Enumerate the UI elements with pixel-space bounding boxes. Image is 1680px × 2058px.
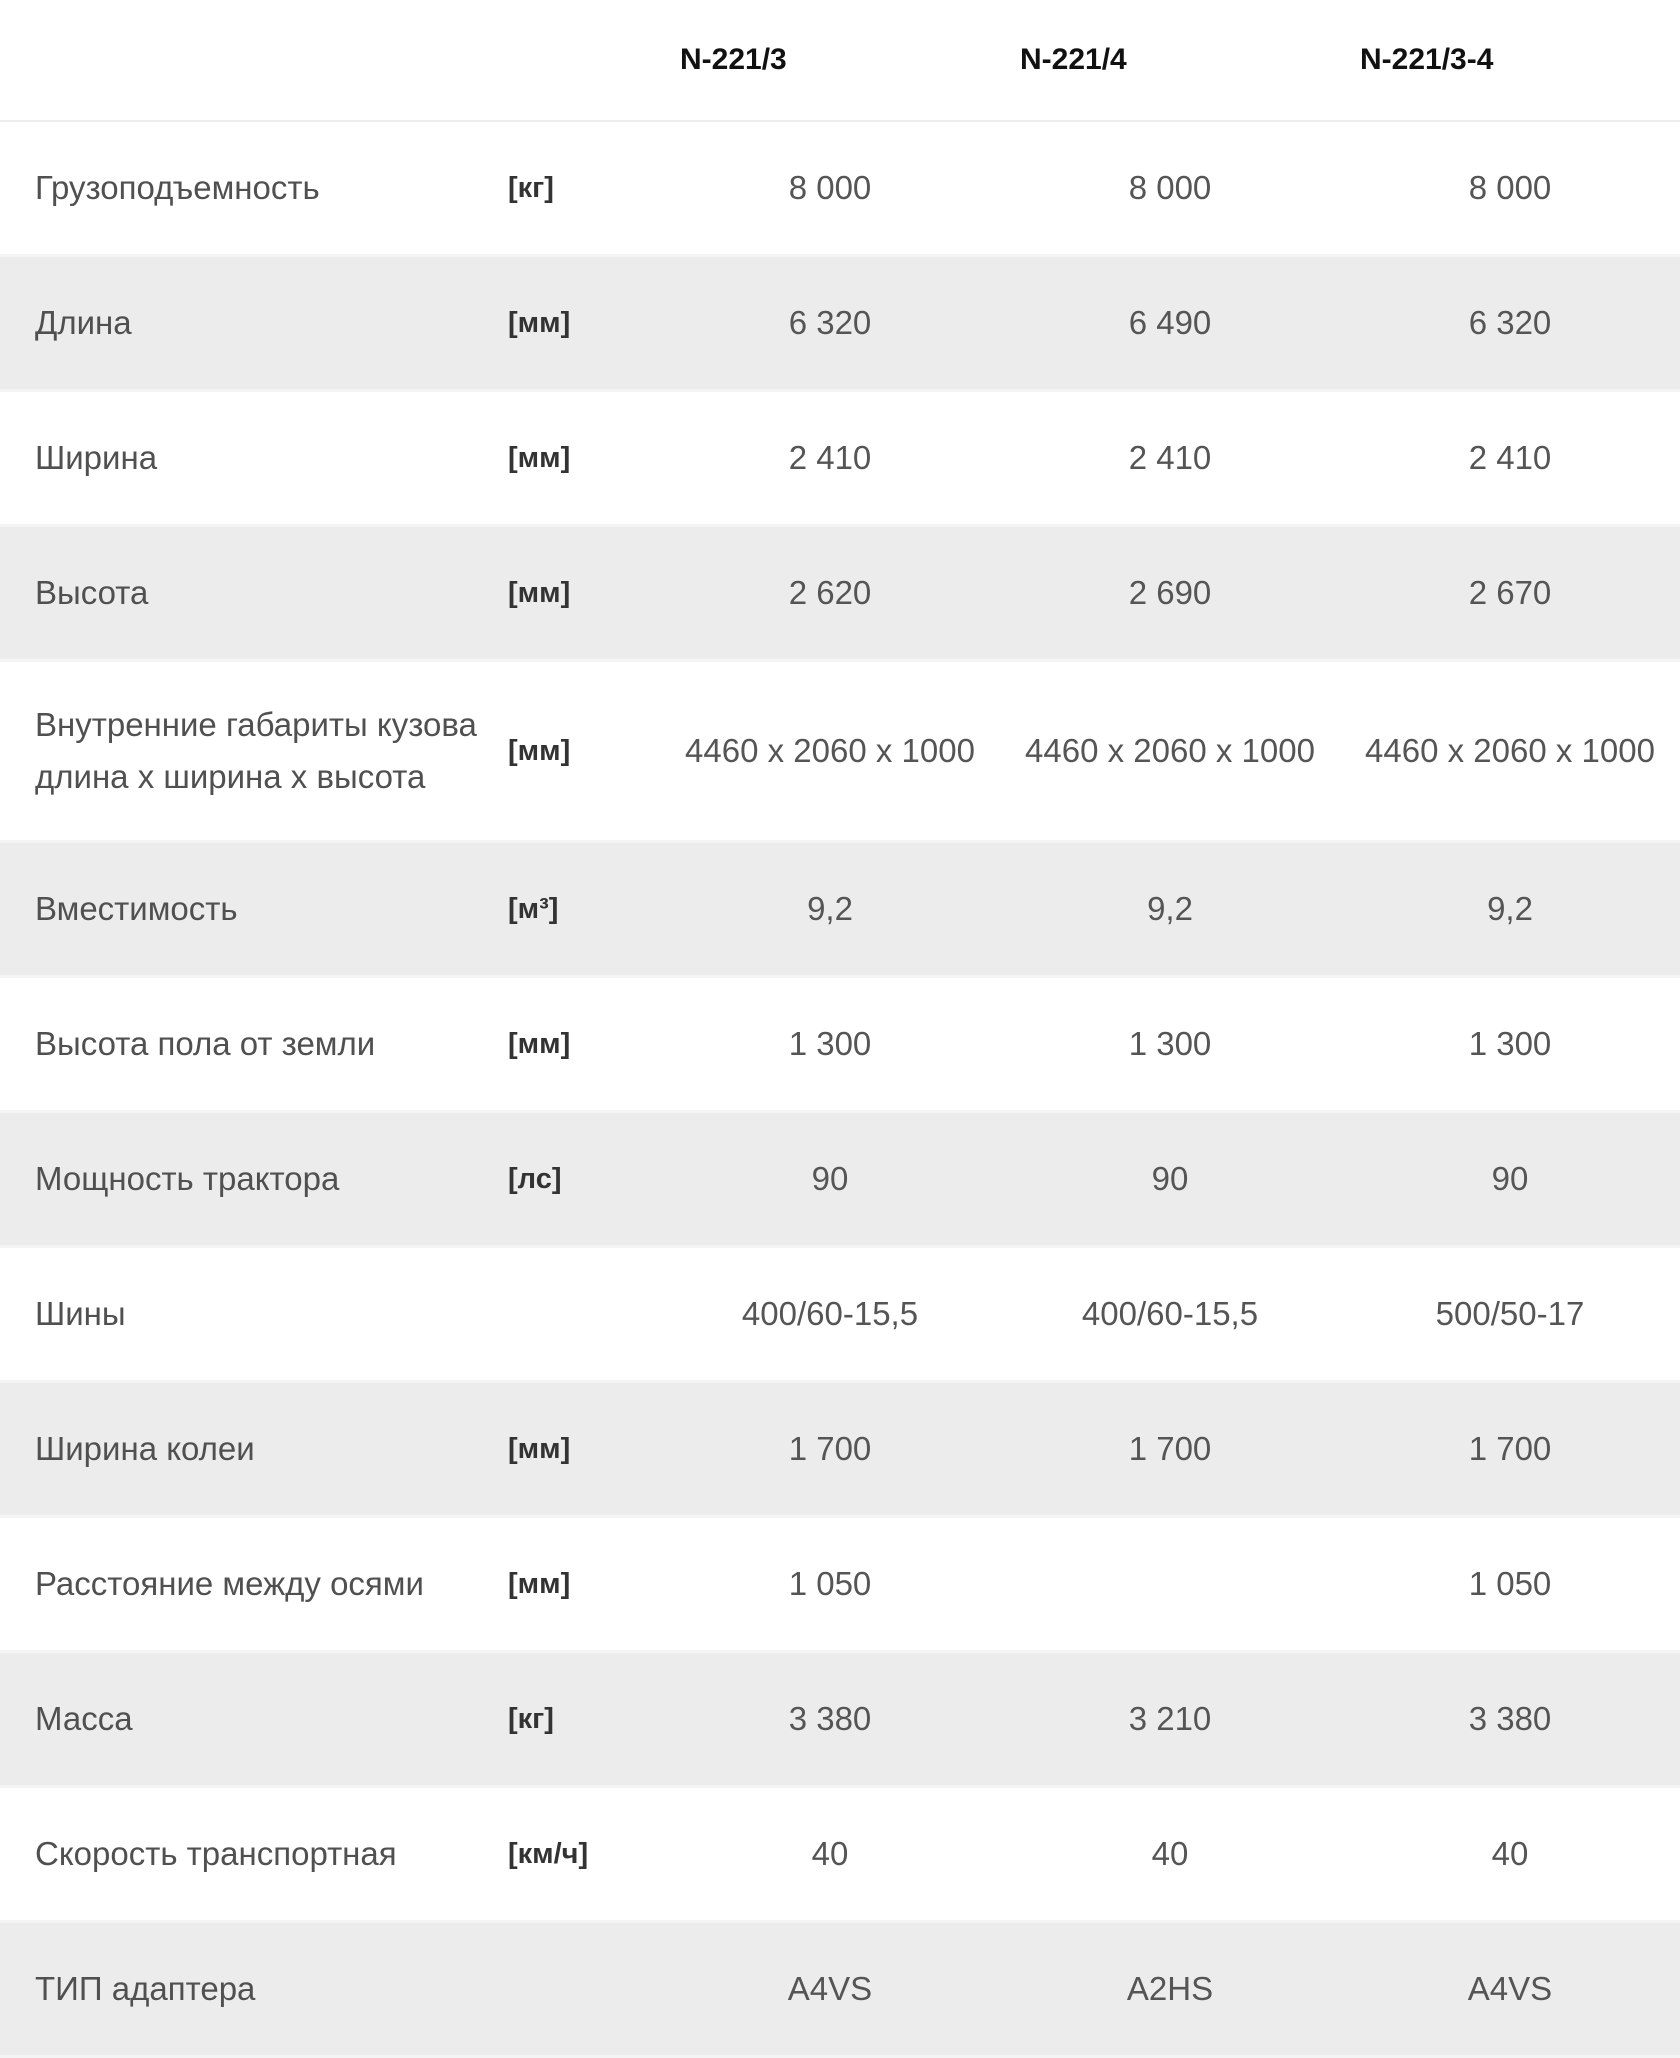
spec-value: 4460 x 2060 x 1000 xyxy=(1340,661,1680,842)
table-row xyxy=(0,121,1680,256)
spec-unit: [мм] xyxy=(508,256,660,391)
spec-value: 400/60-15,5 xyxy=(1000,1247,1340,1382)
spec-value: A2HS xyxy=(1000,1922,1340,2057)
table-row xyxy=(0,1517,1680,1652)
spec-value: 2 410 xyxy=(660,391,1000,526)
spec-value: 400/60-15,5 xyxy=(660,1247,1000,1382)
spec-value: 4460 x 2060 x 1000 xyxy=(1000,661,1340,842)
spec-value: 40 xyxy=(1340,1787,1680,1922)
spec-value: 9,2 xyxy=(660,842,1000,977)
spec-name: Скорость транспортная xyxy=(0,1787,508,1922)
spec-value: 6 490 xyxy=(1000,256,1340,391)
spec-value: 1 700 xyxy=(1340,1382,1680,1517)
spec-name: Расстояние между осями xyxy=(0,1517,508,1652)
spec-unit: [мм] xyxy=(508,661,660,842)
spec-value: A4VS xyxy=(1340,1922,1680,2057)
spec-value: 3 380 xyxy=(660,1652,1000,1787)
spec-name: Высота xyxy=(0,526,508,661)
spec-name-line1: Внутренние габариты кузова xyxy=(35,706,477,743)
spec-value: 1 700 xyxy=(1000,1382,1340,1517)
spec-value xyxy=(1000,1517,1340,1652)
spec-name: Масса xyxy=(0,1652,508,1787)
header-blank-unit xyxy=(508,0,660,121)
spec-unit xyxy=(508,1922,660,2057)
spec-name: Мощность трактора xyxy=(0,1112,508,1247)
spec-value: 1 300 xyxy=(660,977,1000,1112)
spec-value: 90 xyxy=(660,1112,1000,1247)
spec-value: 8 000 xyxy=(1000,121,1340,256)
table-row xyxy=(0,1112,1680,1247)
table-row xyxy=(0,1247,1680,1382)
spec-unit xyxy=(508,1247,660,1382)
spec-unit: [мм] xyxy=(508,1382,660,1517)
spec-value: 2 620 xyxy=(660,526,1000,661)
spec-value: 9,2 xyxy=(1340,842,1680,977)
spec-name: Грузоподъемность xyxy=(0,121,508,256)
spec-value: 500/50-17 xyxy=(1340,1247,1680,1382)
spec-value: A4VS xyxy=(660,1922,1000,2057)
spec-value: 1 050 xyxy=(660,1517,1000,1652)
spec-name: Ширина xyxy=(0,391,508,526)
spec-value: 6 320 xyxy=(660,256,1000,391)
spec-value: 2 410 xyxy=(1000,391,1340,526)
table-row xyxy=(0,842,1680,977)
table-row xyxy=(0,1922,1680,2057)
spec-value: 9,2 xyxy=(1000,842,1340,977)
spec-value: 8 000 xyxy=(1340,121,1680,256)
spec-value: 2 410 xyxy=(1340,391,1680,526)
spec-unit: [мм] xyxy=(508,977,660,1112)
model-header: N-221/4 xyxy=(1000,0,1340,121)
spec-name: Ширина колеи xyxy=(0,1382,508,1517)
spec-unit: [кг] xyxy=(508,1652,660,1787)
spec-unit: [мм] xyxy=(508,1517,660,1652)
table-row xyxy=(0,661,1680,842)
table-row xyxy=(0,1382,1680,1517)
spec-value: 6 320 xyxy=(1340,256,1680,391)
table-row xyxy=(0,1787,1680,1922)
spec-value: 2 690 xyxy=(1000,526,1340,661)
model-header: N-221/3 xyxy=(660,0,1000,121)
header-blank-name xyxy=(0,0,508,121)
spec-unit: [м³] xyxy=(508,842,660,977)
table-row xyxy=(0,977,1680,1112)
spec-value: 1 700 xyxy=(660,1382,1000,1517)
spec-name xyxy=(0,661,508,842)
table-row xyxy=(0,526,1680,661)
table-row xyxy=(0,391,1680,526)
spec-value: 8 000 xyxy=(660,121,1000,256)
spec-value: 1 300 xyxy=(1340,977,1680,1112)
spec-name: Высота пола от земли xyxy=(0,977,508,1112)
spec-value: 4460 x 2060 x 1000 xyxy=(660,661,1000,842)
spec-unit: [кг] xyxy=(508,121,660,256)
model-header: N-221/3-4 xyxy=(1340,0,1680,121)
spec-unit: [мм] xyxy=(508,391,660,526)
spec-name: Длина xyxy=(0,256,508,391)
spec-name: Вместимость xyxy=(0,842,508,977)
spec-value: 3 210 xyxy=(1000,1652,1340,1787)
spec-unit: [мм] xyxy=(508,526,660,661)
spec-name-line2: длина х ширина х высота xyxy=(35,758,426,795)
spec-value: 1 050 xyxy=(1340,1517,1680,1652)
spec-unit: [км/ч] xyxy=(508,1787,660,1922)
header-row xyxy=(0,0,1680,121)
spec-name: Шины xyxy=(0,1247,508,1382)
spec-name: ТИП адаптера xyxy=(0,1922,508,2057)
spec-value: 40 xyxy=(1000,1787,1340,1922)
spec-unit: [лс] xyxy=(508,1112,660,1247)
spec-value: 90 xyxy=(1340,1112,1680,1247)
table-row xyxy=(0,256,1680,391)
spec-value: 40 xyxy=(660,1787,1000,1922)
spec-value: 3 380 xyxy=(1340,1652,1680,1787)
spec-value: 90 xyxy=(1000,1112,1340,1247)
spec-value: 1 300 xyxy=(1000,977,1340,1112)
spec-value: 2 670 xyxy=(1340,526,1680,661)
table-row xyxy=(0,1652,1680,1787)
